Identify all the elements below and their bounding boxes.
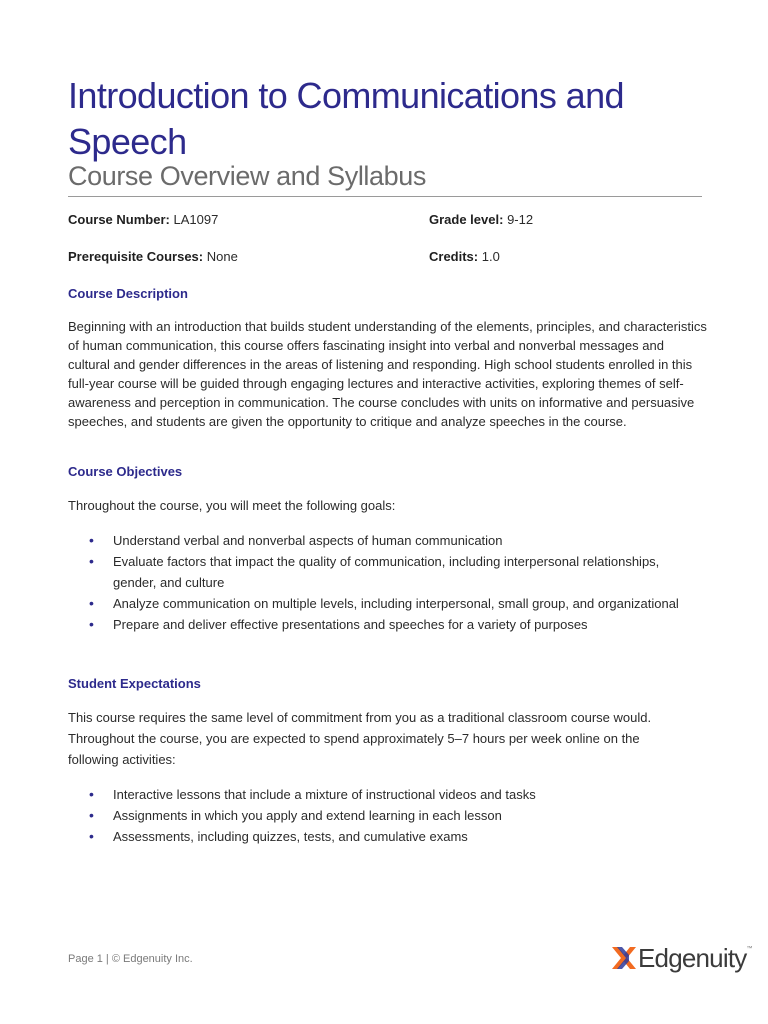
objectives-list [68,530,688,635]
course-description-body: Beginning with an introduction that builds student understanding of the elements, principles, and characteristics of human communication, this course offers fascinating insight into verbal and nonverbal messages and cultural and gender differences in the areas of listening and responding. High school students enrolled in this full-year course will be guided through engaging lectures and interactive activities, exploring themes of self-awareness and perception in communication. The course concludes with units on informative and persuasive speeches, and students are given the opportunity to critique and analyze speeches in the course. [68,319,707,429]
grade-level [429,211,533,229]
course-number-value: LA1097 [173,212,219,227]
prerequisite-courses [68,248,238,266]
prerequisite-value: None [206,249,238,264]
bullet-icon: • [89,595,94,611]
course-number-label: Course Number: [68,212,170,227]
page-footer: Page 1 | © Edgenuity Inc. [68,953,193,965]
page-title: Introduction to Communications and Speech [68,75,624,162]
list-item: • Understand verbal and nonverbal aspects of human communication [68,530,688,551]
page-subtitle: Course Overview and Syllabus [68,161,426,191]
bullet-icon: • [89,786,94,802]
bullet-icon: • [89,807,94,823]
list-item: • Assessments, including quizzes, tests, and cumulative exams [68,826,688,847]
list-item: • Evaluate factors that impact the quality of communication, including interpersonal relationships, gender, and culture [89,553,660,590]
course-objectives-heading: Course Objectives [68,464,183,479]
bullet-icon: • [89,553,94,569]
student-expectations-intro: This course requires the same level of commitment from you as a traditional classroom course would. Throughout the course, you are expected to spend approximately 5–7 hours per week online on the following activities: [68,710,652,767]
bullet-icon: • [89,828,94,844]
student-expectations-heading: Student Expectations [68,676,201,691]
list-item: • Interactive lessons that include a mixture of instructional videos and tasks [68,784,688,805]
grade-level-label: Grade level: [429,212,504,227]
edgenuity-x-icon [609,944,637,972]
list-item: • Assignments in which you apply and extend learning in each lesson [68,805,688,826]
credits-label: Credits: [429,249,479,264]
title-divider [68,196,702,197]
bullet-icon: • [89,616,94,632]
logo-trademark: ™ [746,946,753,952]
course-number [68,211,218,229]
course-objectives-intro: Throughout the course, you will meet the following goals: [68,498,396,513]
course-description-heading: Course Description [68,286,188,301]
bullet-icon: • [89,532,94,548]
credits [429,248,500,266]
list-item: • Prepare and deliver effective presentations and speeches for a variety of purposes [68,614,688,635]
list-item: • Analyze communication on multiple levels, including interpersonal, small group, and organizational [68,593,688,614]
logo-text: Edgenuity [638,942,747,973]
grade-level-value: 9-12 [507,212,534,227]
prerequisite-label: Prerequisite Courses: [68,249,204,264]
expectations-list [68,784,688,847]
credits-value: 1.0 [481,249,500,264]
edgenuity-logo [609,940,752,976]
